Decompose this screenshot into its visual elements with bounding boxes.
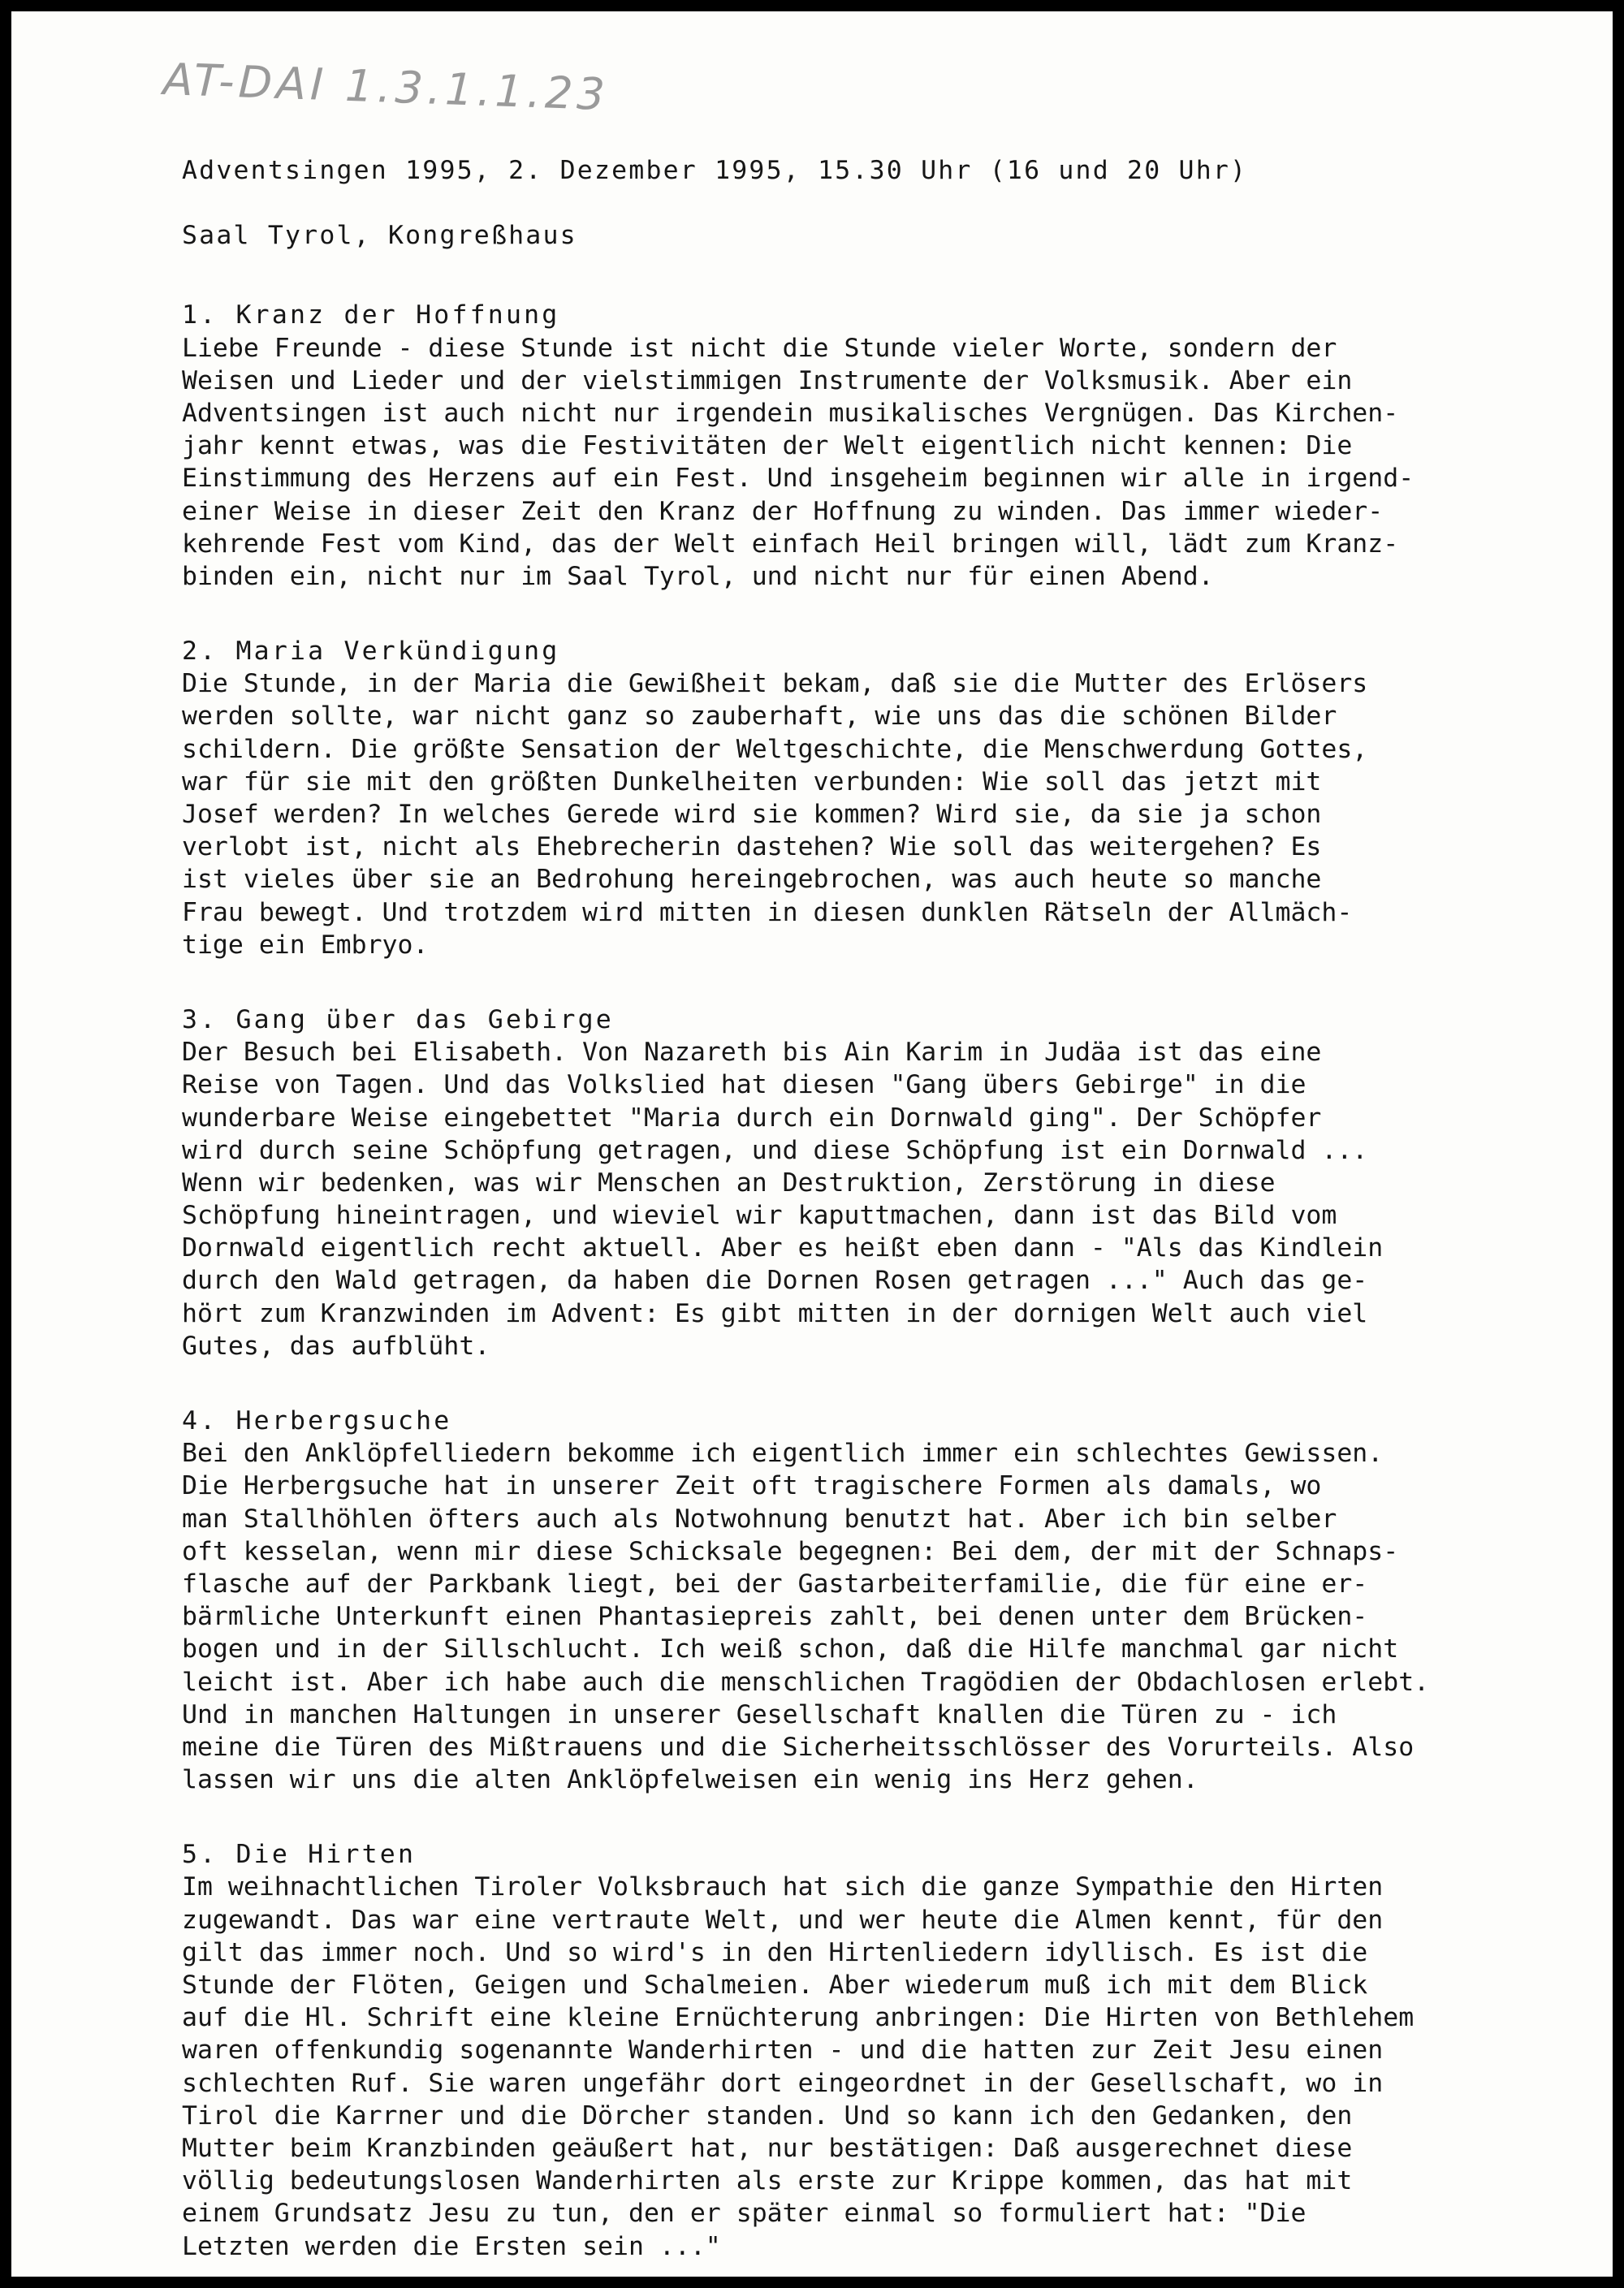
paragraph-line: Der Besuch bei Elisabeth. Von Nazareth bis Ain Karim in Judäa ist das eine [182,1038,1322,1068]
paragraph-line: waren offenkundig sogenannte Wanderhirten - und die hatten zur Zeit Jesu einen [182,2035,1384,2066]
paragraph-line: tige ein Embryo. [182,930,429,960]
document-body [182,154,1562,2263]
paragraph-line: Und in manchen Haltungen in unserer Gesellschaft knallen die Türen zu - ich [182,1699,1337,1729]
section-heading: 3. Gang über das Gebirge [182,1004,614,1034]
paragraph-line: Wenn wir bedenken, was wir Menschen an Destruktion, Zerstörung in diese [182,1168,1276,1198]
paragraph-line: auf die Hl. Schrift eine kleine Ernüchterung anbringen: Die Hirten von Bethlehem [182,2003,1415,2033]
paragraph-line: Weisen und Lieder und der vielstimmigen Instrumente der Volksmusik. Aber ein [182,365,1353,395]
paragraph-line: einer Weise in dieser Zeit den Kranz der Hoffnung zu winden. Das immer wieder- [182,496,1384,526]
section-3 [182,1004,1562,1362]
section-heading: 2. Maria Verkündigung [182,637,560,667]
section-5 [182,1838,1562,2262]
paragraph-line: gilt das immer noch. Und so wird's in den Hirtenliedern idyllisch. Es ist die [182,1937,1368,1967]
paragraph-line: schlechten Ruf. Sie waren ungefähr dort eingeordnet in der Gesellschaft, wo in [182,2068,1384,2098]
paragraph-line: schildern. Die größte Sensation der Weltgeschichte, die Menschwerdung Gottes, [182,734,1368,764]
paragraph-line: Josef werden? In welches Gerede wird sie kommen? Wird sie, da sie ja schon [182,800,1322,829]
paragraph-line: leicht ist. Aber ich habe auch die menschlichen Tragödien der Obdachlosen erlebt. [182,1667,1430,1697]
section-heading: 5. Die Hirten [182,1840,417,1870]
document-page [11,11,1613,2277]
paragraph-line: Tirol die Karrner und die Dörcher standen. Und so kann ich den Gedanken, den [182,2100,1353,2130]
paragraph-line: ist vieles über sie an Bedrohung hereingebrochen, was auch heute so manche [182,865,1322,895]
paragraph-line: war für sie mit den größten Dunkelheiten verbunden: Wie soll das jetzt mit [182,766,1322,796]
paragraph-line: jahr kennt etwas, was die Festivitäten der Welt eigentlich nicht kennen: Die [182,431,1353,461]
paragraph-line: Mutter beim Kranzbinden geäußert hat, nur bestätigen: Daß ausgerechnet diese [182,2133,1353,2163]
paragraph-line: völlig bedeutungslosen Wanderhirten als erste zur Krippe kommen, das hat mit [182,2166,1353,2196]
paragraph-line: Im weihnachtlichen Tiroler Volksbrauch hat sich die ganze Sympathie den Hirten [182,1872,1384,1902]
section-1 [182,299,1562,593]
paragraph-line: Frau bewegt. Und trotzdem wird mitten in diesen dunklen Rätseln der Allmäch- [182,897,1353,927]
paragraph-line: meine die Türen des Mißtrauens und die Sicherheitsschlösser des Vorurteils. Also [182,1732,1415,1762]
paragraph-line: man Stallhöhlen öfters auch als Notwohnung benutzt hat. Aber ich bin selber [182,1504,1337,1534]
paragraph-line: Die Herbergsuche hat in unserer Zeit oft tragischere Formen als damals, wo [182,1471,1322,1501]
paragraph-line: wird durch seine Schöpfung getragen, und diese Schöpfung ist ein Dornwald ... [182,1135,1368,1165]
paragraph-line: bogen und in der Sillschlucht. Ich weiß schon, daß die Hilfe manchmal gar nicht [182,1634,1399,1664]
paragraph-line: flasche auf der Parkbank liegt, bei der Gastarbeiterfamilie, die für eine er- [182,1569,1368,1599]
paragraph-line: Adventsingen ist auch nicht nur irgendein musikalisches Vergnügen. Das Kirchen- [182,398,1399,428]
paragraph-line: Schöpfung hineintragen, und wieviel wir kaputtmachen, dann ist das Bild vom [182,1201,1337,1231]
archive-stamp: AT-DAI 1.3.1.1.23 [162,54,610,121]
paragraph-line: Die Stunde, in der Maria die Gewißheit bekam, daß sie die Mutter des Erlösers [182,669,1368,699]
paragraph-line: Einstimmung des Herzens auf ein Fest. Und insgeheim beginnen wir alle in irgend- [182,464,1415,494]
paragraph-line: lassen wir uns die alten Anklöpfelweisen ein wenig ins Herz gehen. [182,1765,1199,1795]
paragraph-line: wunderbare Weise eingebettet "Maria durch ein Dornwald ging". Der Schöpfer [182,1103,1322,1133]
paragraph-line: Dornwald eigentlich recht aktuell. Aber es heißt eben dann - "Als das Kindlein [182,1233,1384,1263]
sections [182,299,1562,2262]
paragraph-line: Gutes, das aufblüht. [182,1331,490,1361]
section-heading: 4. Herbergsuche [182,1406,452,1435]
paragraph-line: einem Grundsatz Jesu zu tun, den er später einmal so formuliert hat: "Die [182,2199,1307,2229]
paragraph-line: oft kesselan, wenn mir diese Schicksale begegnen: Bei dem, der mit der Schnaps- [182,1536,1399,1566]
paragraph-line: zugewandt. Das war eine vertraute Welt, und wer heute die Almen kennt, für den [182,1905,1384,1935]
paragraph-line: Stunde der Flöten, Geigen und Schalmeien. Aber wiederum muß ich mit dem Blick [182,1971,1368,2000]
paragraph-line: durch den Wald getragen, da haben die Dornen Rosen getragen ..." Auch das ge- [182,1266,1368,1296]
paragraph-line: binden ein, nicht nur im Saal Tyrol, und nicht nur für einen Abend. [182,561,1214,591]
section-2 [182,635,1562,961]
paragraph-line: Letzten werden die Ersten sein ..." [182,2231,721,2261]
paragraph-line: werden sollte, war nicht ganz so zauberhaft, wie uns das die schönen Bilder [182,702,1337,732]
paragraph-line: Liebe Freunde - diese Stunde ist nicht die Stunde vieler Worte, sondern der [182,333,1337,363]
paragraph-line: hört zum Kranzwinden im Advent: Es gibt mitten in der dornigen Welt auch viel [182,1298,1368,1328]
section-4 [182,1405,1562,1796]
paragraph-line: Reise von Tagen. Und das Volkslied hat diesen "Gang übers Gebirge" in die [182,1070,1307,1100]
paragraph-line: verlobt ist, nicht als Ehebrecherin dastehen? Wie soll das weitergehen? Es [182,832,1322,862]
paragraph-line: kehrende Fest vom Kind, das der Welt einfach Heil bringen will, lädt zum Kranz- [182,529,1399,559]
venue-line: Saal Tyrol, Kongreßhaus [182,221,577,251]
section-heading: 1. Kranz der Hoffnung [182,300,560,330]
paragraph-line: Bei den Anklöpfelliedern bekomme ich eigentlich immer ein schlechtes Gewissen. [182,1439,1384,1469]
paragraph-line: bärmliche Unterkunft einen Phantasiepreis zahlt, bei denen unter dem Brücken- [182,1602,1368,1632]
event-line: Adventsingen 1995, 2. Dezember 1995, 15.30 Uhr (16 und 20 Uhr) [182,156,1248,185]
